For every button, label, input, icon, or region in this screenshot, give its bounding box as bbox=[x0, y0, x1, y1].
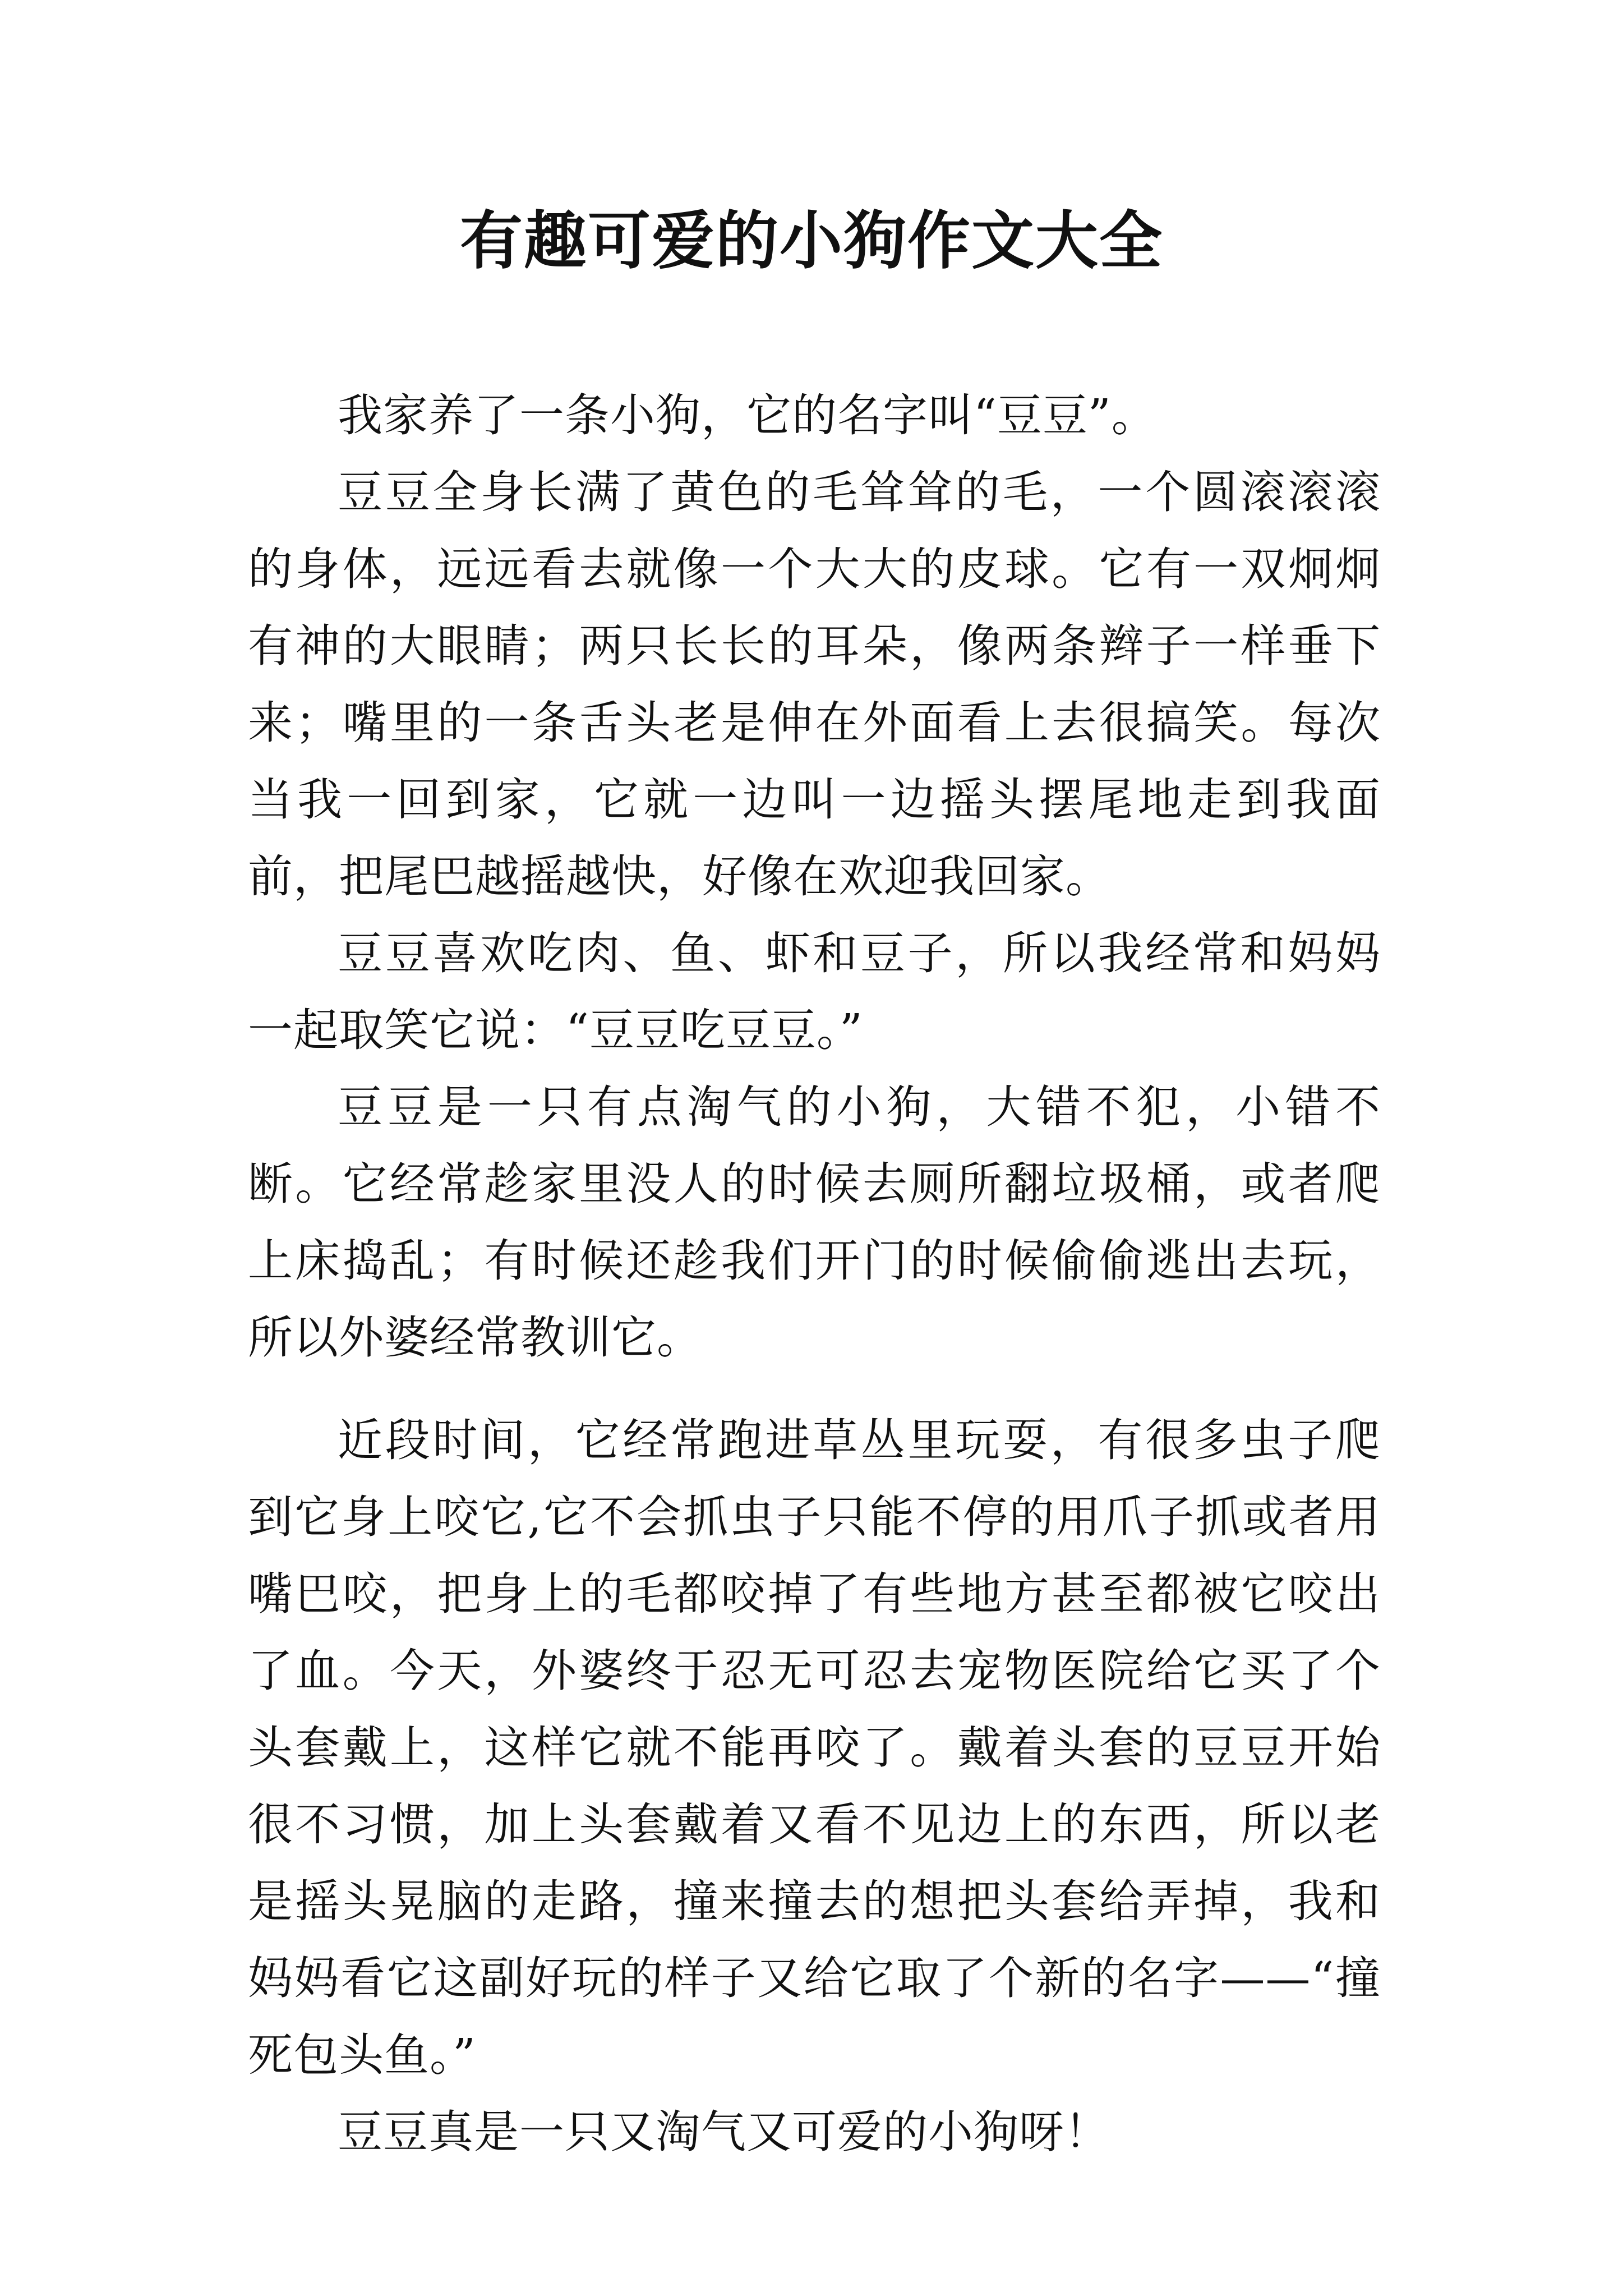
paragraph-6: 豆豆真是一只又淘气又可爱的小狗呀！ bbox=[338, 2106, 1110, 2158]
document-body bbox=[248, 377, 1381, 2170]
paragraph-3: 豆豆喜欢吃肉、鱼、虾和豆子，所以我经常和妈妈一起取笑它说：“豆豆吃豆豆。” bbox=[248, 927, 1381, 1056]
document-title: 有趣可爱的小狗作文大全 bbox=[460, 204, 1163, 278]
paragraph-1: 我家养了一条小狗，它的名字叫“豆豆”。 bbox=[338, 389, 1157, 441]
paragraph-5: 近段时间，它经常跑进草丛里玩耍，有很多虫子爬到它身上咬它,它不会抓虫子只能不停的用爪子抓或者用嘴巴咬，把身上的毛都咬掉了有些地方甚至都被它咬出了血。今天，外婆终于忍无可忍去宠物医院给它买了个头套戴上，这样它就不能再咬了。戴着头套的豆豆开始很不习惯，加上头套戴着又看不见边上的东西，所以老是摇头晃脑的走路，撞来撞去的想把头套给弄掉，我和妈妈看它这副好玩的样子又给它取了个新的名字——“撞死包头鱼。” bbox=[248, 1414, 1381, 2081]
paragraph-2: 豆豆全身长满了黄色的毛耸耸的毛，一个圆滚滚滚的身体，远远看去就像一个大大的皮球。它有一双炯炯有神的大眼睛；两只长长的耳朵，像两条辫子一样垂下来；嘴里的一条舌头老是伸在外面看上去很搞笑。每次当我一回到家，它就一边叫一边摇头摆尾地走到我面前，把尾巴越摇越快，好像在欢迎我回家。 bbox=[248, 466, 1381, 903]
paragraph-4: 豆豆是一只有点淘气的小狗，大错不犯，小错不断。它经常趁家里没人的时候去厕所翻垃圾桶，或者爬上床捣乱；有时候还趁我们开门的时候偷偷逃出去玩，所以外婆经常教训它。 bbox=[248, 1081, 1381, 1364]
